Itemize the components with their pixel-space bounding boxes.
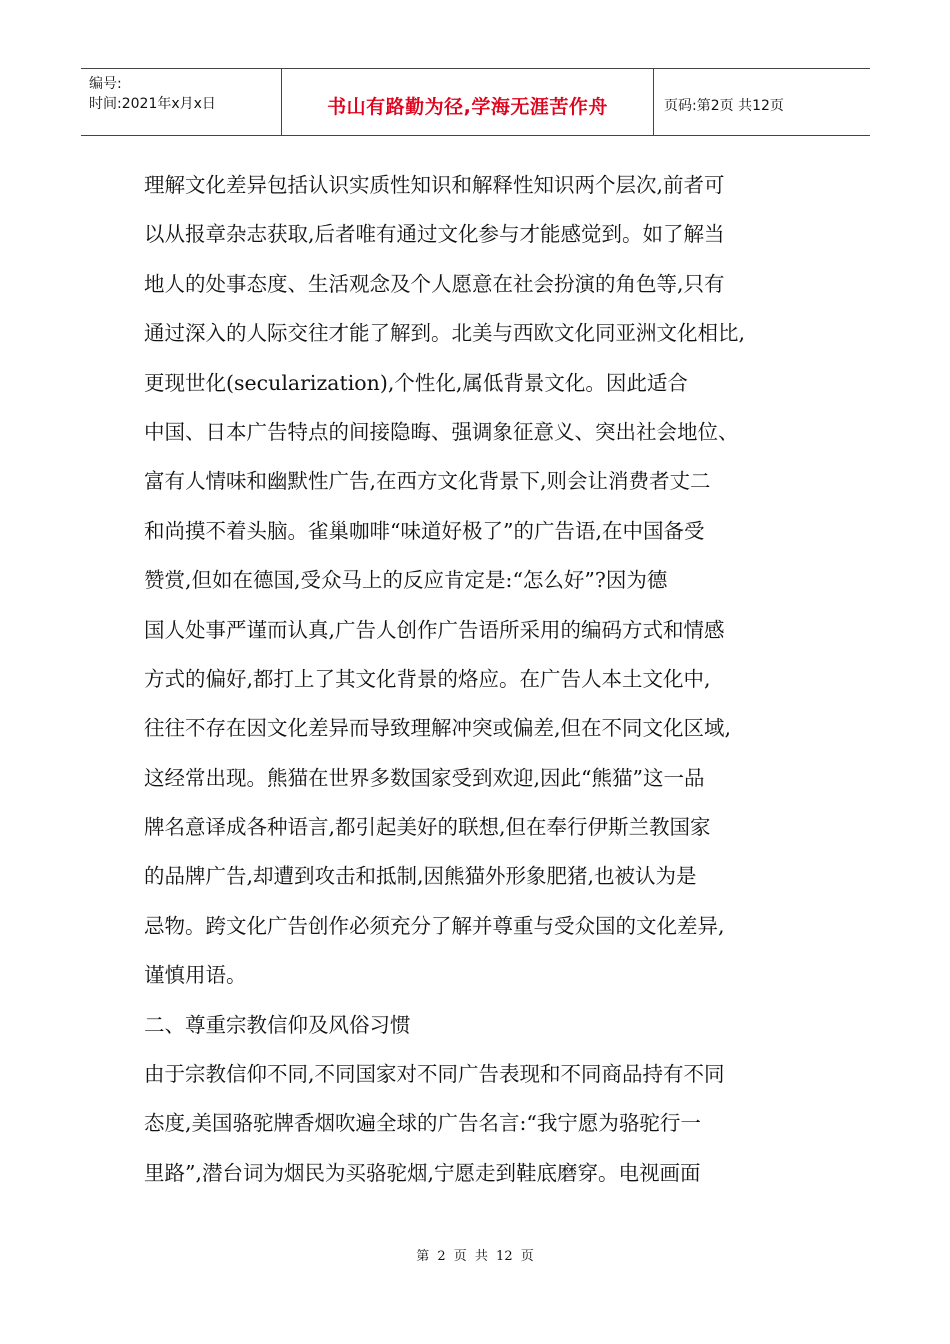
body-line: 以从报章杂志获取,后者唯有通过文化参与才能感觉到。如了解当 <box>144 222 725 247</box>
header-motto: 书山有路勤为径,学海无涯苦作舟 <box>327 96 608 118</box>
body-line: 理解文化差异包括认识实质性知识和解释性知识两个层次,前者可 <box>144 173 725 197</box>
body-line: 地人的处事态度、生活观念及个人愿意在社会扮演的角色等,只有 <box>144 271 725 296</box>
body-line: 这经常出现。熊猫在世界多数国家受到欢迎,因此“熊猫”这一品 <box>144 765 705 790</box>
body-line: 赞赏,但如在德国,受众马上的反应肯定是:“怎么好”?因为德 <box>144 568 668 593</box>
page-footer: 第 2 页 共 12 页 <box>416 1249 534 1264</box>
body-line: 牌名意译成各种语言,都引起美好的联想,但在奉行伊斯兰教国家 <box>144 815 711 840</box>
header-page-info: 页码:第2页 共12页 <box>664 98 784 114</box>
section-heading: 二、尊重宗教信仰及风俗习惯 <box>144 1012 411 1037</box>
body-line: 通过深入的人际交往才能了解到。北美与西欧文化同亚洲文化相比, <box>144 321 746 346</box>
body-line: 和尚摸不着头脑。雀巢咖啡“味道好极了”的广告语,在中国备受 <box>144 518 705 543</box>
header-meta-cell <box>81 69 282 135</box>
body-line: 态度,美国骆驼牌香烟吹遍全球的广告名言:“我宁愿为骆驼行一 <box>144 1111 701 1136</box>
header-motto-cell <box>282 69 654 135</box>
body-line: 往往不存在因文化差异而导致理解冲突或偏差,但在不同文化区域, <box>144 716 732 741</box>
body-line: 由于宗教信仰不同,不同国家对不同广告表现和不同商品持有不同 <box>144 1062 725 1087</box>
document-number-label: 编号: <box>89 76 122 92</box>
page-header <box>81 68 870 136</box>
document-date-label: 时间:2021年x月x日 <box>89 96 216 112</box>
header-page-cell <box>654 69 870 135</box>
body-line: 中国、日本广告特点的间接隐晦、强调象征意义、突出社会地位、 <box>144 419 739 444</box>
body-line: 忌物。跨文化广告创作必须充分了解并尊重与受众国的文化差异, <box>144 913 725 938</box>
body-text <box>144 161 810 1198</box>
body-line: 的品牌广告,却遭到攻击和抵制,因熊猫外形象肥猪,也被认为是 <box>144 864 697 889</box>
body-line: 国人处事严谨而认真,广告人创作广告语所采用的编码方式和情感 <box>144 617 725 642</box>
body-line: 里路”,潜台词为烟民为买骆驼烟,宁愿走到鞋底磨穿。电视画面 <box>144 1160 701 1185</box>
body-line: 谨慎用语。 <box>144 963 247 988</box>
body-line: 更现世化(secularization),个性化,属低背景文化。因此适合 <box>144 370 688 395</box>
body-line: 富有人情味和幽默性广告,在西方文化背景下,则会让消费者丈二 <box>144 469 711 494</box>
body-line: 方式的偏好,都打上了其文化背景的烙应。在广告人本土文化中, <box>144 666 711 691</box>
